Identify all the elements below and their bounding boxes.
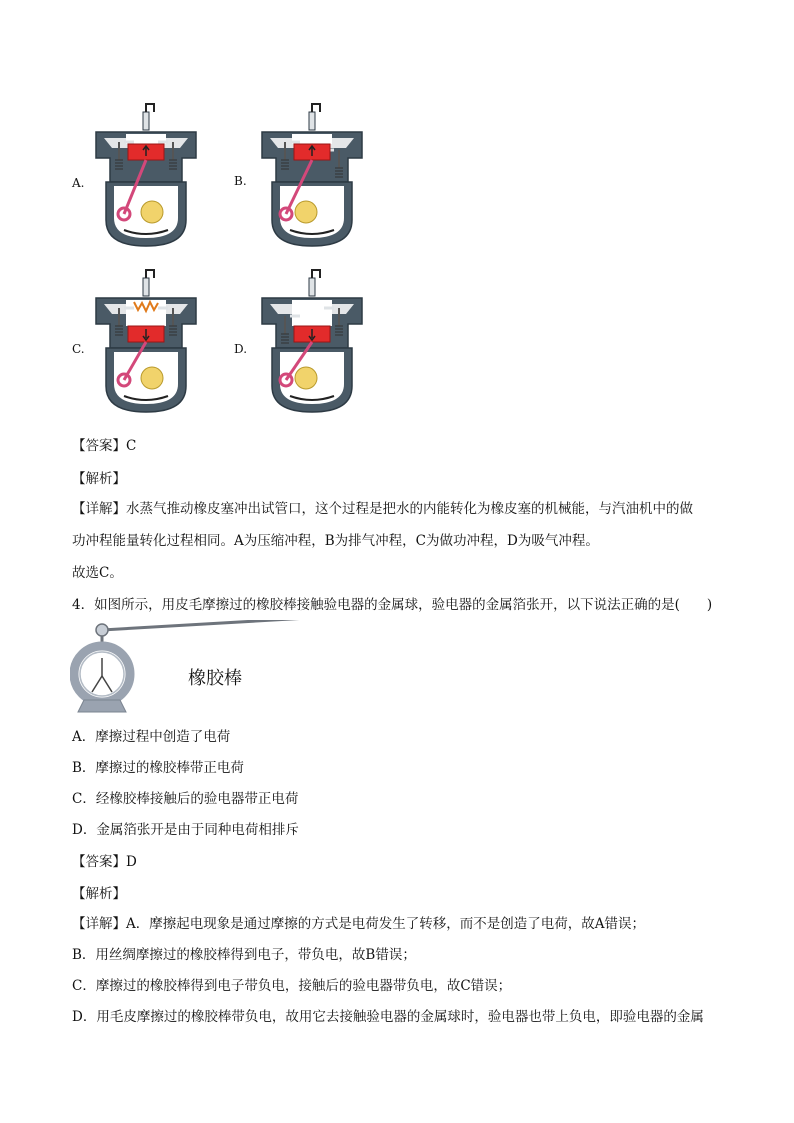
flywheel xyxy=(295,201,317,223)
q4-option-d: D．金属箔张开是由于同种电荷相排斥 xyxy=(72,822,299,838)
rubber-rod-label: 橡胶棒 xyxy=(188,668,242,689)
q3-detail-line-2: 功冲程能量转化过程相同。A为压缩冲程，B为排气冲程，C为做功冲程，D为吸气冲程。 xyxy=(72,533,599,549)
option-label-a: A. xyxy=(72,176,85,190)
combustion-chamber xyxy=(292,300,332,326)
q4-detail-c: C．摩擦过的橡胶棒得到电子带负电，接触后的验电器带负电，故C错误； xyxy=(72,978,512,994)
q4-detail-b: B．用丝绸摩擦过的橡胶棒得到电子，带负电，故B错误； xyxy=(72,947,416,963)
flywheel xyxy=(141,201,163,223)
q4-option-a: A．摩擦过程中创造了电荷 xyxy=(72,729,231,745)
q4-detail-d: D．用毛皮摩擦过的橡胶棒带负电，故用它去接触验电器的金属球时，验电器也带上负电，即验电器的金属 xyxy=(72,1009,704,1025)
spark-plug xyxy=(143,104,154,130)
q3-answer: 【答案】C xyxy=(72,438,137,454)
q4-option-b: B．摩擦过的橡胶棒带正电荷 xyxy=(72,760,244,776)
spark-plug xyxy=(309,270,320,296)
spark-plug xyxy=(309,104,320,130)
q4-stem: 4．如图所示，用皮毛摩擦过的橡胶棒接触验电器的金属球，验电器的金属箔张开，以下说法正确的是( ) xyxy=(72,597,713,613)
electroscope-base xyxy=(78,700,126,712)
flywheel xyxy=(295,367,317,389)
engine-diagram-c xyxy=(90,268,202,418)
option-label-b: B. xyxy=(234,174,247,188)
q4-option-c: C．经橡胶棒接触后的验电器带正电荷 xyxy=(72,791,299,807)
metal-ball xyxy=(96,624,108,636)
option-label-c: C. xyxy=(72,342,85,356)
option-label-d: D. xyxy=(234,342,248,356)
engine-diagram-a xyxy=(90,102,202,252)
q3-conclusion: 故选C。 xyxy=(72,565,123,581)
rubber-rod xyxy=(102,620,308,630)
q4-answer: 【答案】D xyxy=(72,854,137,870)
q3-analysis-title: 【解析】 xyxy=(72,471,126,487)
q4-detail-a: 【详解】A．摩擦起电现象是通过摩擦的方式是电荷发生了转移，而不是创造了电荷，故A错误； xyxy=(72,916,645,932)
engine-diagram-b xyxy=(256,102,368,252)
q4-analysis-title: 【解析】 xyxy=(72,886,126,902)
flywheel xyxy=(141,367,163,389)
q3-detail-line-1: 【详解】水蒸气推动橡皮塞冲出试管口，这个过程是把水的内能转化为橡皮塞的机械能，与汽油机中的做 xyxy=(72,501,693,517)
spark-plug xyxy=(143,270,154,296)
engine-diagram-d xyxy=(256,268,368,418)
